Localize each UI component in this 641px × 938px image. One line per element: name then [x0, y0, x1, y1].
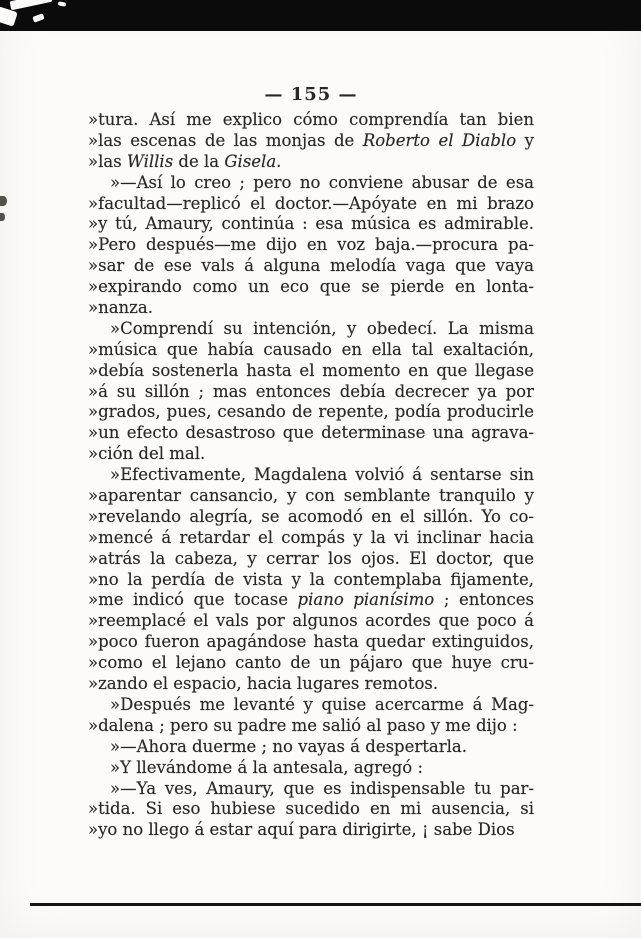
text-line: »un efecto desastroso que determinase una agrava-: [88, 423, 534, 443]
text-line: »sar de ese vals á alguna melodía vaga que vaya: [88, 256, 534, 276]
text-line: »las escenas de las monjas de Roberto el Diablo y: [88, 130, 534, 150]
text-line: »—Ahora duerme ; no vayas á despertarla.: [110, 736, 467, 756]
text-line: »á su sillón ; mas entonces debía decrecer ya por: [88, 381, 534, 401]
text-line: »Después me levanté y quise acercarme á Mag-: [110, 694, 534, 714]
text-line: »expirando como un eco que se pierde en lonta-: [88, 277, 534, 297]
paragraph: [88, 695, 534, 737]
text-line: »revelando alegría, se acomodó en el sillón. Yo co-: [88, 506, 534, 526]
text-line: »yo no llego á estar aquí para dirigirte, ¡ sabe Dios: [88, 820, 515, 840]
text-line: »tura. Así me explico cómo comprendía tan bien: [88, 110, 534, 129]
text-line: »Pero después—me dijo en voz baja.—procura pa-: [88, 235, 534, 255]
text-line: »atrás la cabeza, y cerrar los ojos. El doctor, que: [88, 548, 534, 568]
text-line: »las Willis de la Gisela.: [88, 151, 282, 171]
italic-text: Gisela.: [224, 151, 282, 171]
page-number: — 155 —: [264, 84, 358, 105]
text-line: »Efectivamente, Magdalena volvió á sentarse sin: [110, 465, 534, 485]
text-line: »facultad—replicó el doctor.—Apóyate en mi brazo: [88, 193, 534, 213]
text-line: »mencé á retardar el compás y la vi inclinar hacia: [88, 527, 534, 547]
italic-text: Willis: [126, 151, 174, 171]
scan-artifact-top-bar: [0, 0, 641, 31]
text-line: »dalena ; pero su padre me salió al paso y me dijo :: [88, 715, 518, 735]
italic-text: Roberto el Diablo: [362, 130, 517, 150]
paragraph: [88, 758, 534, 779]
text-line: »Comprendí su intención, y obedecí. La misma: [110, 318, 534, 338]
paragraph: [88, 779, 534, 842]
scan-artifact-bottom-rule: [30, 903, 641, 906]
text-line: »—Ya ves, Amaury, que es indispensable tu par-: [110, 778, 534, 798]
text-line: »me indicó que tocase piano pianísimo ; entonces: [88, 590, 534, 610]
text-line: »poco fueron apagándose hasta quedar extinguidos,: [88, 632, 534, 652]
paragraph: [88, 110, 534, 173]
text-line: »no la perdía de vista y la contemplaba fijamente,: [88, 569, 534, 589]
paragraph: [88, 173, 534, 319]
text-line: »Y llevándome á la antesala, agregó :: [110, 757, 424, 777]
scan-speck: [0, 213, 5, 221]
scan-tear-mark: [32, 13, 44, 22]
text-line: »ción del mal.: [88, 444, 206, 464]
text-line: »música que había causado en ella tal exaltación,: [88, 339, 534, 359]
scan-tear-mark: [58, 1, 67, 6]
text-line: »nanza.: [88, 298, 153, 318]
paragraph: [88, 737, 534, 758]
paragraph: [88, 319, 534, 465]
text-line: »zando el espacio, hacia lugares remotos.: [88, 674, 439, 694]
text-line: »tida. Si eso hubiese sucedido en mi ausencia, si: [88, 799, 534, 819]
text-line: »reemplacé el vals por algunos acordes que poco á: [88, 611, 534, 631]
paragraph: [88, 465, 534, 695]
text-block: [88, 110, 534, 841]
text-line: »grados, pues, cesando de repente, podía producirle: [88, 402, 534, 422]
italic-text: piano pianísimo: [297, 590, 435, 610]
text-line: »aparentar cansancio, y con semblante tranquilo y: [88, 486, 534, 506]
scan-speck: [0, 196, 7, 206]
scan-tear-mark: [10, 0, 53, 10]
text-line: »como el lejano canto de un pájaro que huye cru-: [88, 653, 534, 673]
text-line: »debía sostenerla hasta el momento en que llegase: [88, 360, 534, 380]
text-line: »y tú, Amaury, continúa : esa música es admirable.: [88, 214, 534, 234]
text-line: »—Así lo creo ; pero no conviene abusar de esa: [110, 172, 534, 192]
